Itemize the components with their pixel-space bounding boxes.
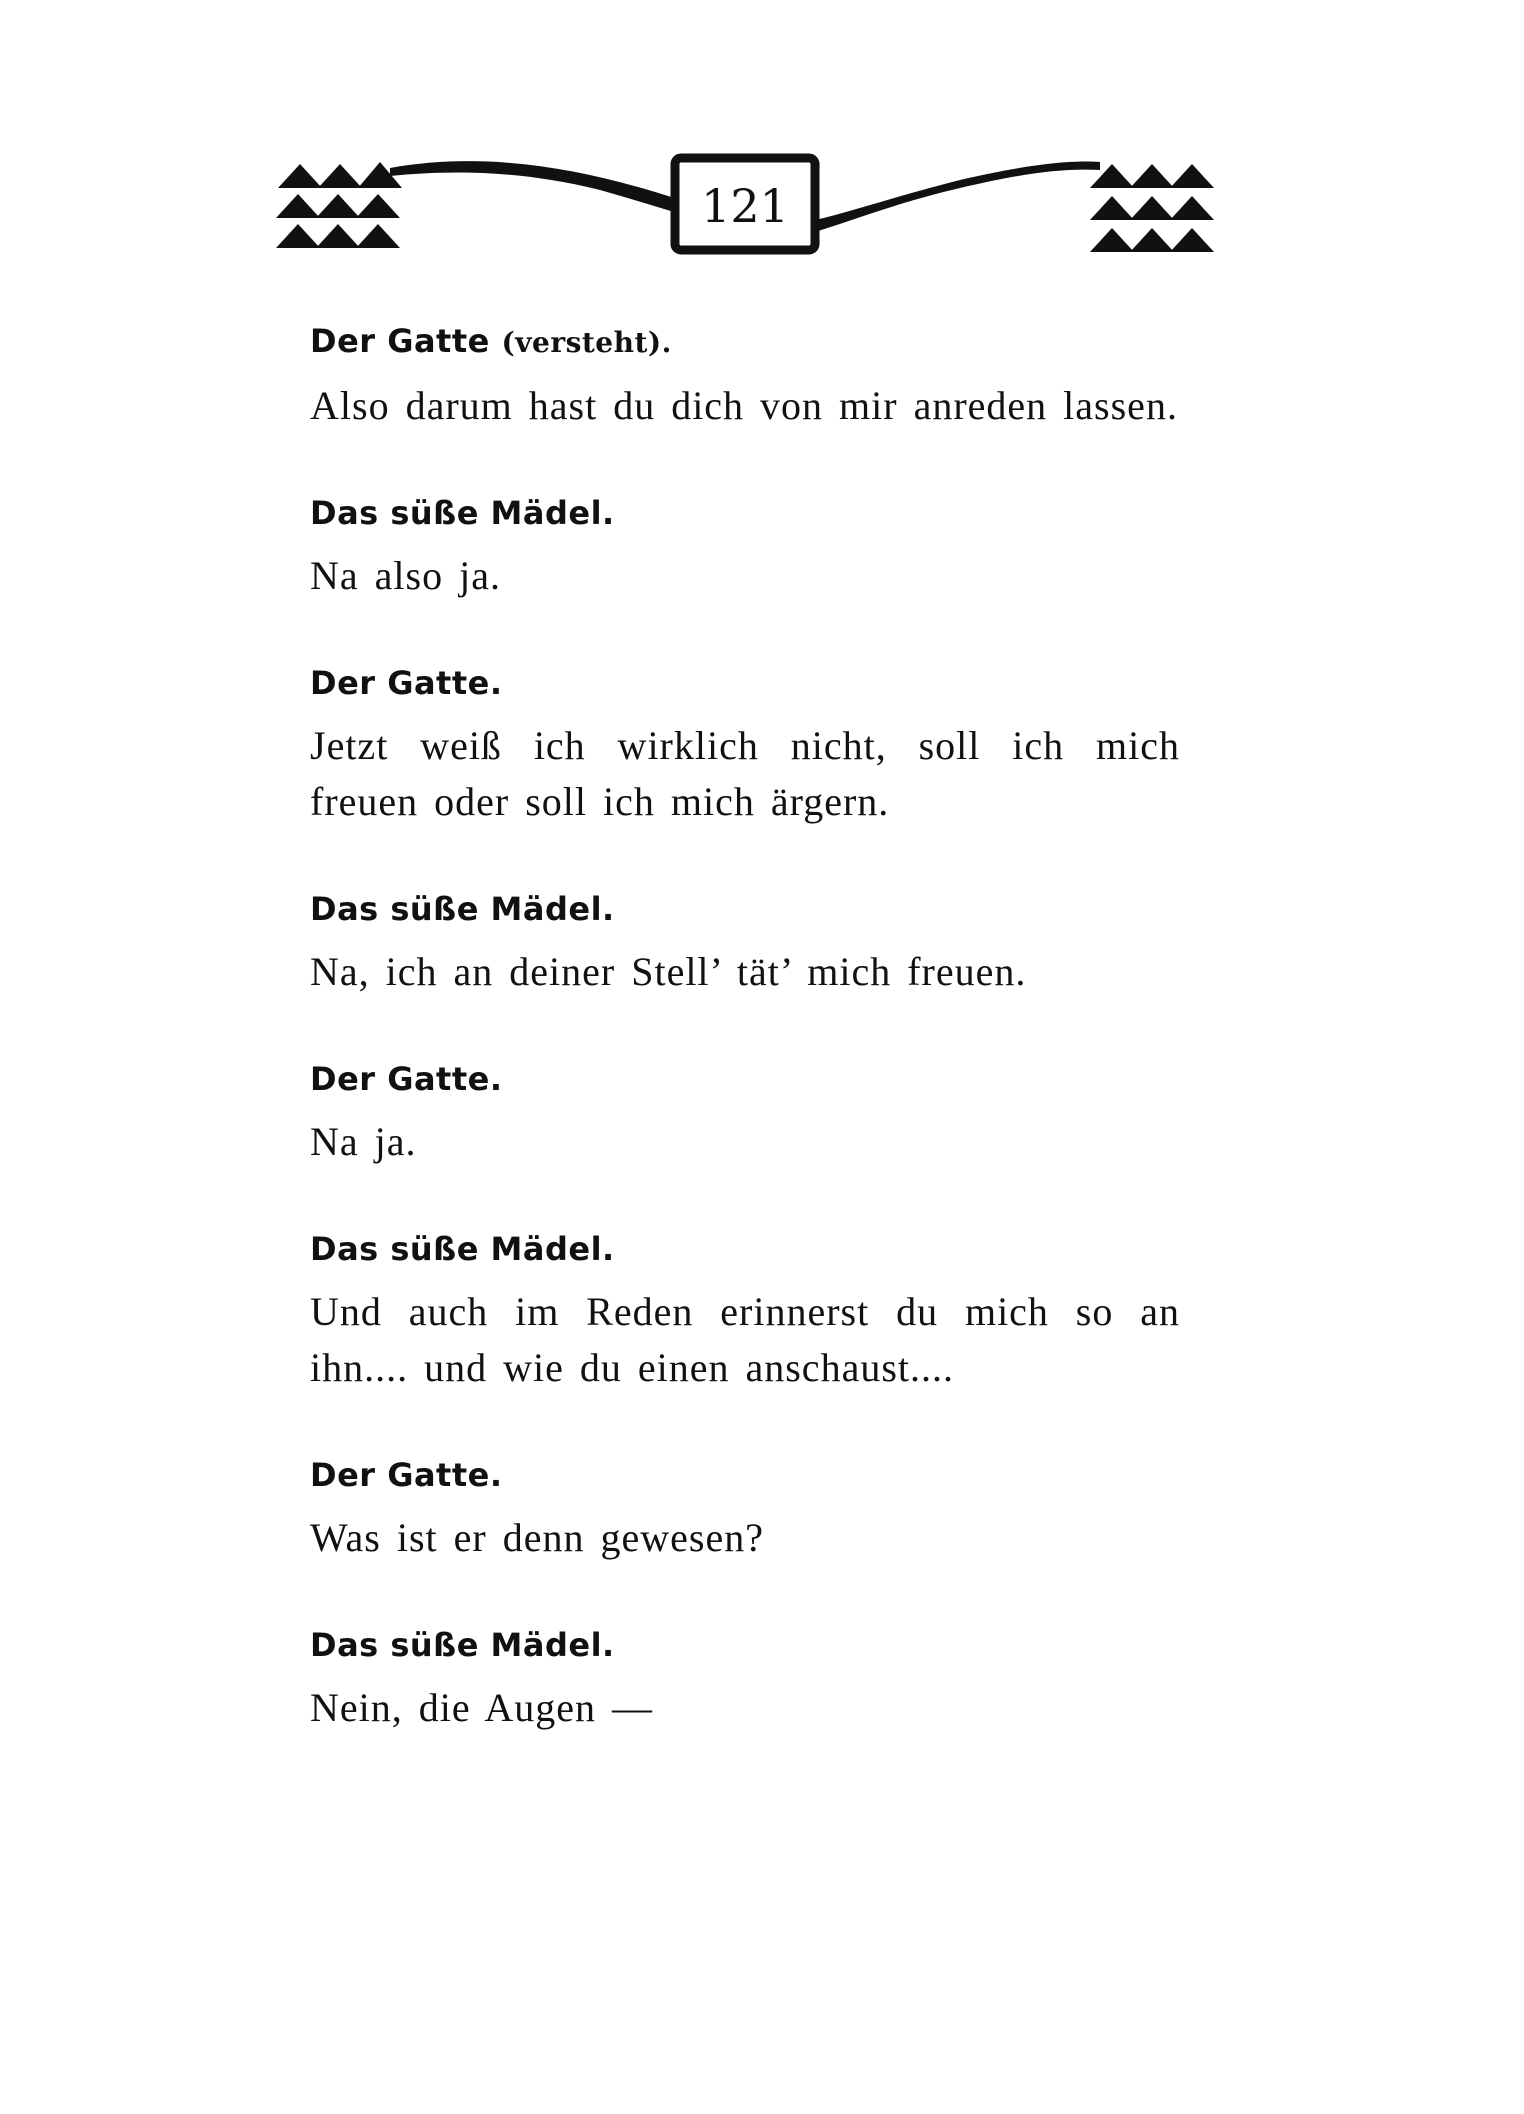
speaker-heading (310, 492, 1180, 534)
speaker-heading (310, 1454, 1180, 1496)
speaker-heading (310, 320, 1180, 364)
speaker-heading (310, 1058, 1180, 1100)
left-triangle-cluster-icon (276, 162, 402, 248)
page-number: 121 (701, 179, 789, 233)
speaker-heading (310, 1624, 1180, 1666)
speech-line: Was ist er denn gewesen? (310, 1515, 764, 1560)
speaker-name: Der Gatte. (310, 1456, 503, 1494)
speech-line: Nein, die Augen — (310, 1685, 654, 1730)
speaker-heading (310, 1228, 1180, 1270)
speaker-name: Das süße Mädel. (310, 890, 615, 928)
speaker-name: Das süße Mädel. (310, 1230, 615, 1268)
stage-direction: (versteht). (501, 326, 672, 359)
speech-line: Also darum hast du dich von mir anreden lassen. (310, 383, 1178, 428)
speaker-name: Das süße Mädel. (310, 1626, 615, 1664)
speaker-heading (310, 662, 1180, 704)
speech-line: Na, ich an deiner Stell’ tät’ mich freuen. (310, 949, 1027, 994)
right-swash (815, 162, 1100, 232)
speech-line: Jetzt weiß ich wirklich nicht, soll ich mich freuen oder soll ich mich ärgern. (310, 723, 1180, 824)
ornament-vignette (270, 140, 1230, 270)
dialogue-text (310, 320, 1180, 1736)
speaker-heading (310, 888, 1180, 930)
speaker-name: Der Gatte (310, 322, 490, 360)
speech-line: Na also ja. (310, 553, 501, 598)
speaker-name: Der Gatte. (310, 664, 503, 702)
page-header-ornament (270, 140, 1230, 270)
speaker-name: Der Gatte. (310, 1060, 503, 1098)
speaker-name: Das süße Mädel. (310, 494, 615, 532)
speech-line: Na ja. (310, 1119, 417, 1164)
speech-line: Und auch im Reden erinnerst du mich so an ihn.... und wie du einen anschaust.... (310, 1289, 1180, 1390)
right-triangle-cluster-icon (1090, 164, 1214, 252)
